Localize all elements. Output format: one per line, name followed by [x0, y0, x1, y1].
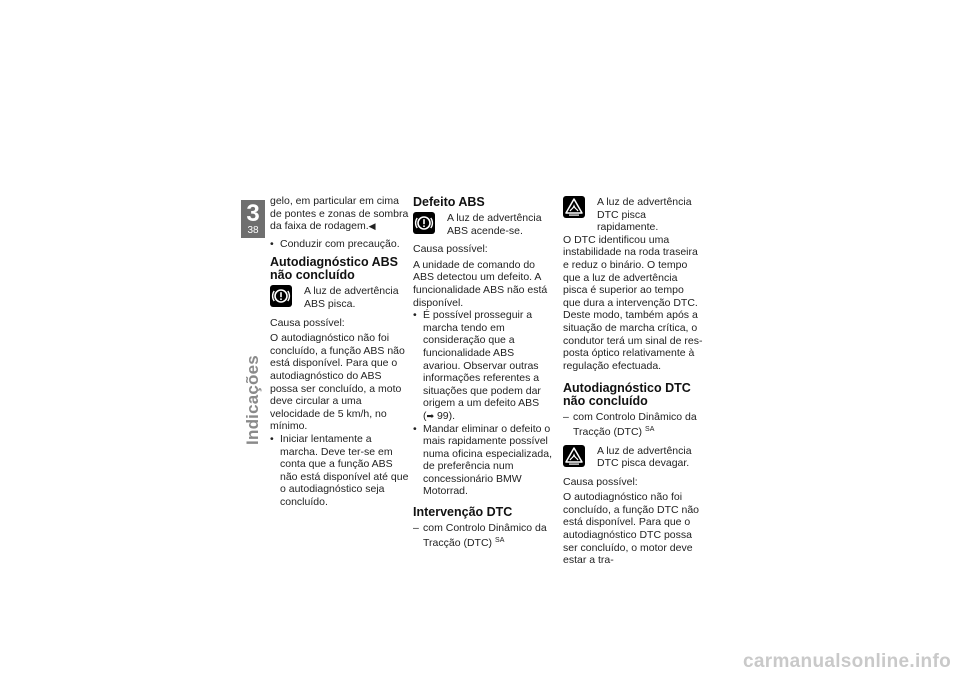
- abs-warning-icon: [413, 212, 435, 234]
- watermark: carmanualsonline.info: [743, 651, 951, 672]
- bullet-drive-carefully: • Conduzir com precaução.: [270, 238, 410, 251]
- cause-label: Causa possível:: [270, 316, 345, 329]
- end-marker: ◀: [368, 221, 376, 232]
- sa-marker: SA: [495, 536, 505, 544]
- column-2: [413, 195, 553, 555]
- cause-text: O autodiagnóstico não foi concluído, a função ABS não está disponível. Para que o autodiagnóstico do ABS possa ser concluído, a moto deve circular a uma velocidade de 5 km/h, no mínimo.: [270, 332, 405, 433]
- heading-abs-defect: Defeito ABS: [413, 195, 485, 209]
- dtc-fast-row: [563, 196, 703, 234]
- cause-text: A unidade de comando do ABS detectou um defeito. A funcionalidade ABS não está disponível.: [413, 258, 548, 309]
- chapter-number: 3: [246, 200, 260, 227]
- abs-defect-text: A luz de advertência ABS acende-se.: [447, 212, 542, 237]
- abs-defect-row: [413, 212, 553, 237]
- abs-warning-row: [270, 285, 410, 310]
- chapter-title: Indicações: [243, 355, 262, 445]
- dtc-slow-text: A luz de advertência DTC pisca devagar.: [597, 444, 692, 470]
- cause-label: Causa possível:: [563, 475, 638, 488]
- bullet-continue-riding: • É possível prosseguir a marcha tendo em consideração que a funcionalidade ABS avariou. Observar outras informações referentes a situações que podem dar origem a um defeito ABS (➡ 99).: [413, 309, 553, 422]
- page-reference: 99).: [436, 409, 456, 422]
- heading-dtc-self-diagnosis: Autodiagnóstico DTC não concluído: [563, 381, 691, 409]
- heading-dtc-intervention: Intervenção DTC: [413, 505, 513, 520]
- sa-marker: SA: [645, 425, 655, 433]
- dtc-fast-text: A luz de advertência DTC pisca rapidamente.: [597, 196, 692, 234]
- dtc-slow-row: [563, 445, 703, 470]
- column-3: [563, 195, 703, 572]
- chapter-tab: [241, 200, 265, 238]
- page-reference-arrow-icon: ➡: [426, 410, 435, 421]
- bullet-start-slowly: • Iniciar lentamente a marcha. Deve ter-se em conta que a função ABS não está disponível até que o autodiagnóstico seja concluído.: [270, 433, 410, 509]
- dash-dtc-option: – com Controlo Dinâmico da Tracção (DTC) $^{SA}$: [413, 522, 553, 549]
- dtc-paragraph: O DTC identificou uma instabilidade na roda traseira e reduz o binário. O tempo que a luz de advertência pisca é superior ao tempo que dura a intervenção DTC. Deste modo, também após a situação de marcha crítica, o condutor terá um sinal de resposta óptico relativamente à regulação efectuada.: [563, 233, 703, 372]
- cause-text: O autodiagnóstico não foi concluído, a função DTC não está disponível. Para que o autodiagnóstico DTC possa ser concluído, o motor deve estar a tra-: [563, 491, 699, 567]
- dtc-warning-icon: [563, 445, 585, 467]
- bullet-repair-defect: • Mandar eliminar o defeito o mais rapidamente possível numa oficina especializada, de preferência num concessionário BMW Motorrad.: [413, 423, 553, 499]
- cause-label: Causa possível:: [413, 243, 488, 256]
- column-1: [270, 195, 410, 508]
- intro-paragraph: gelo, em particular em cima de pontes e zonas de sombra da faixa de rodagem.◀: [270, 195, 409, 233]
- heading-abs-self-diagnosis: Autodiagnóstico ABS não concluído: [270, 255, 399, 283]
- page-number: 38: [247, 225, 259, 236]
- abs-warning-icon: [270, 285, 292, 307]
- chapter-title-vertical: [242, 340, 264, 460]
- abs-warning-text: A luz de advertência ABS pisca.: [304, 285, 399, 310]
- dtc-warning-icon: [563, 196, 585, 218]
- dash-dtc-option: – com Controlo Dinâmico da Tracção (DTC) $^{SA}$: [563, 411, 703, 438]
